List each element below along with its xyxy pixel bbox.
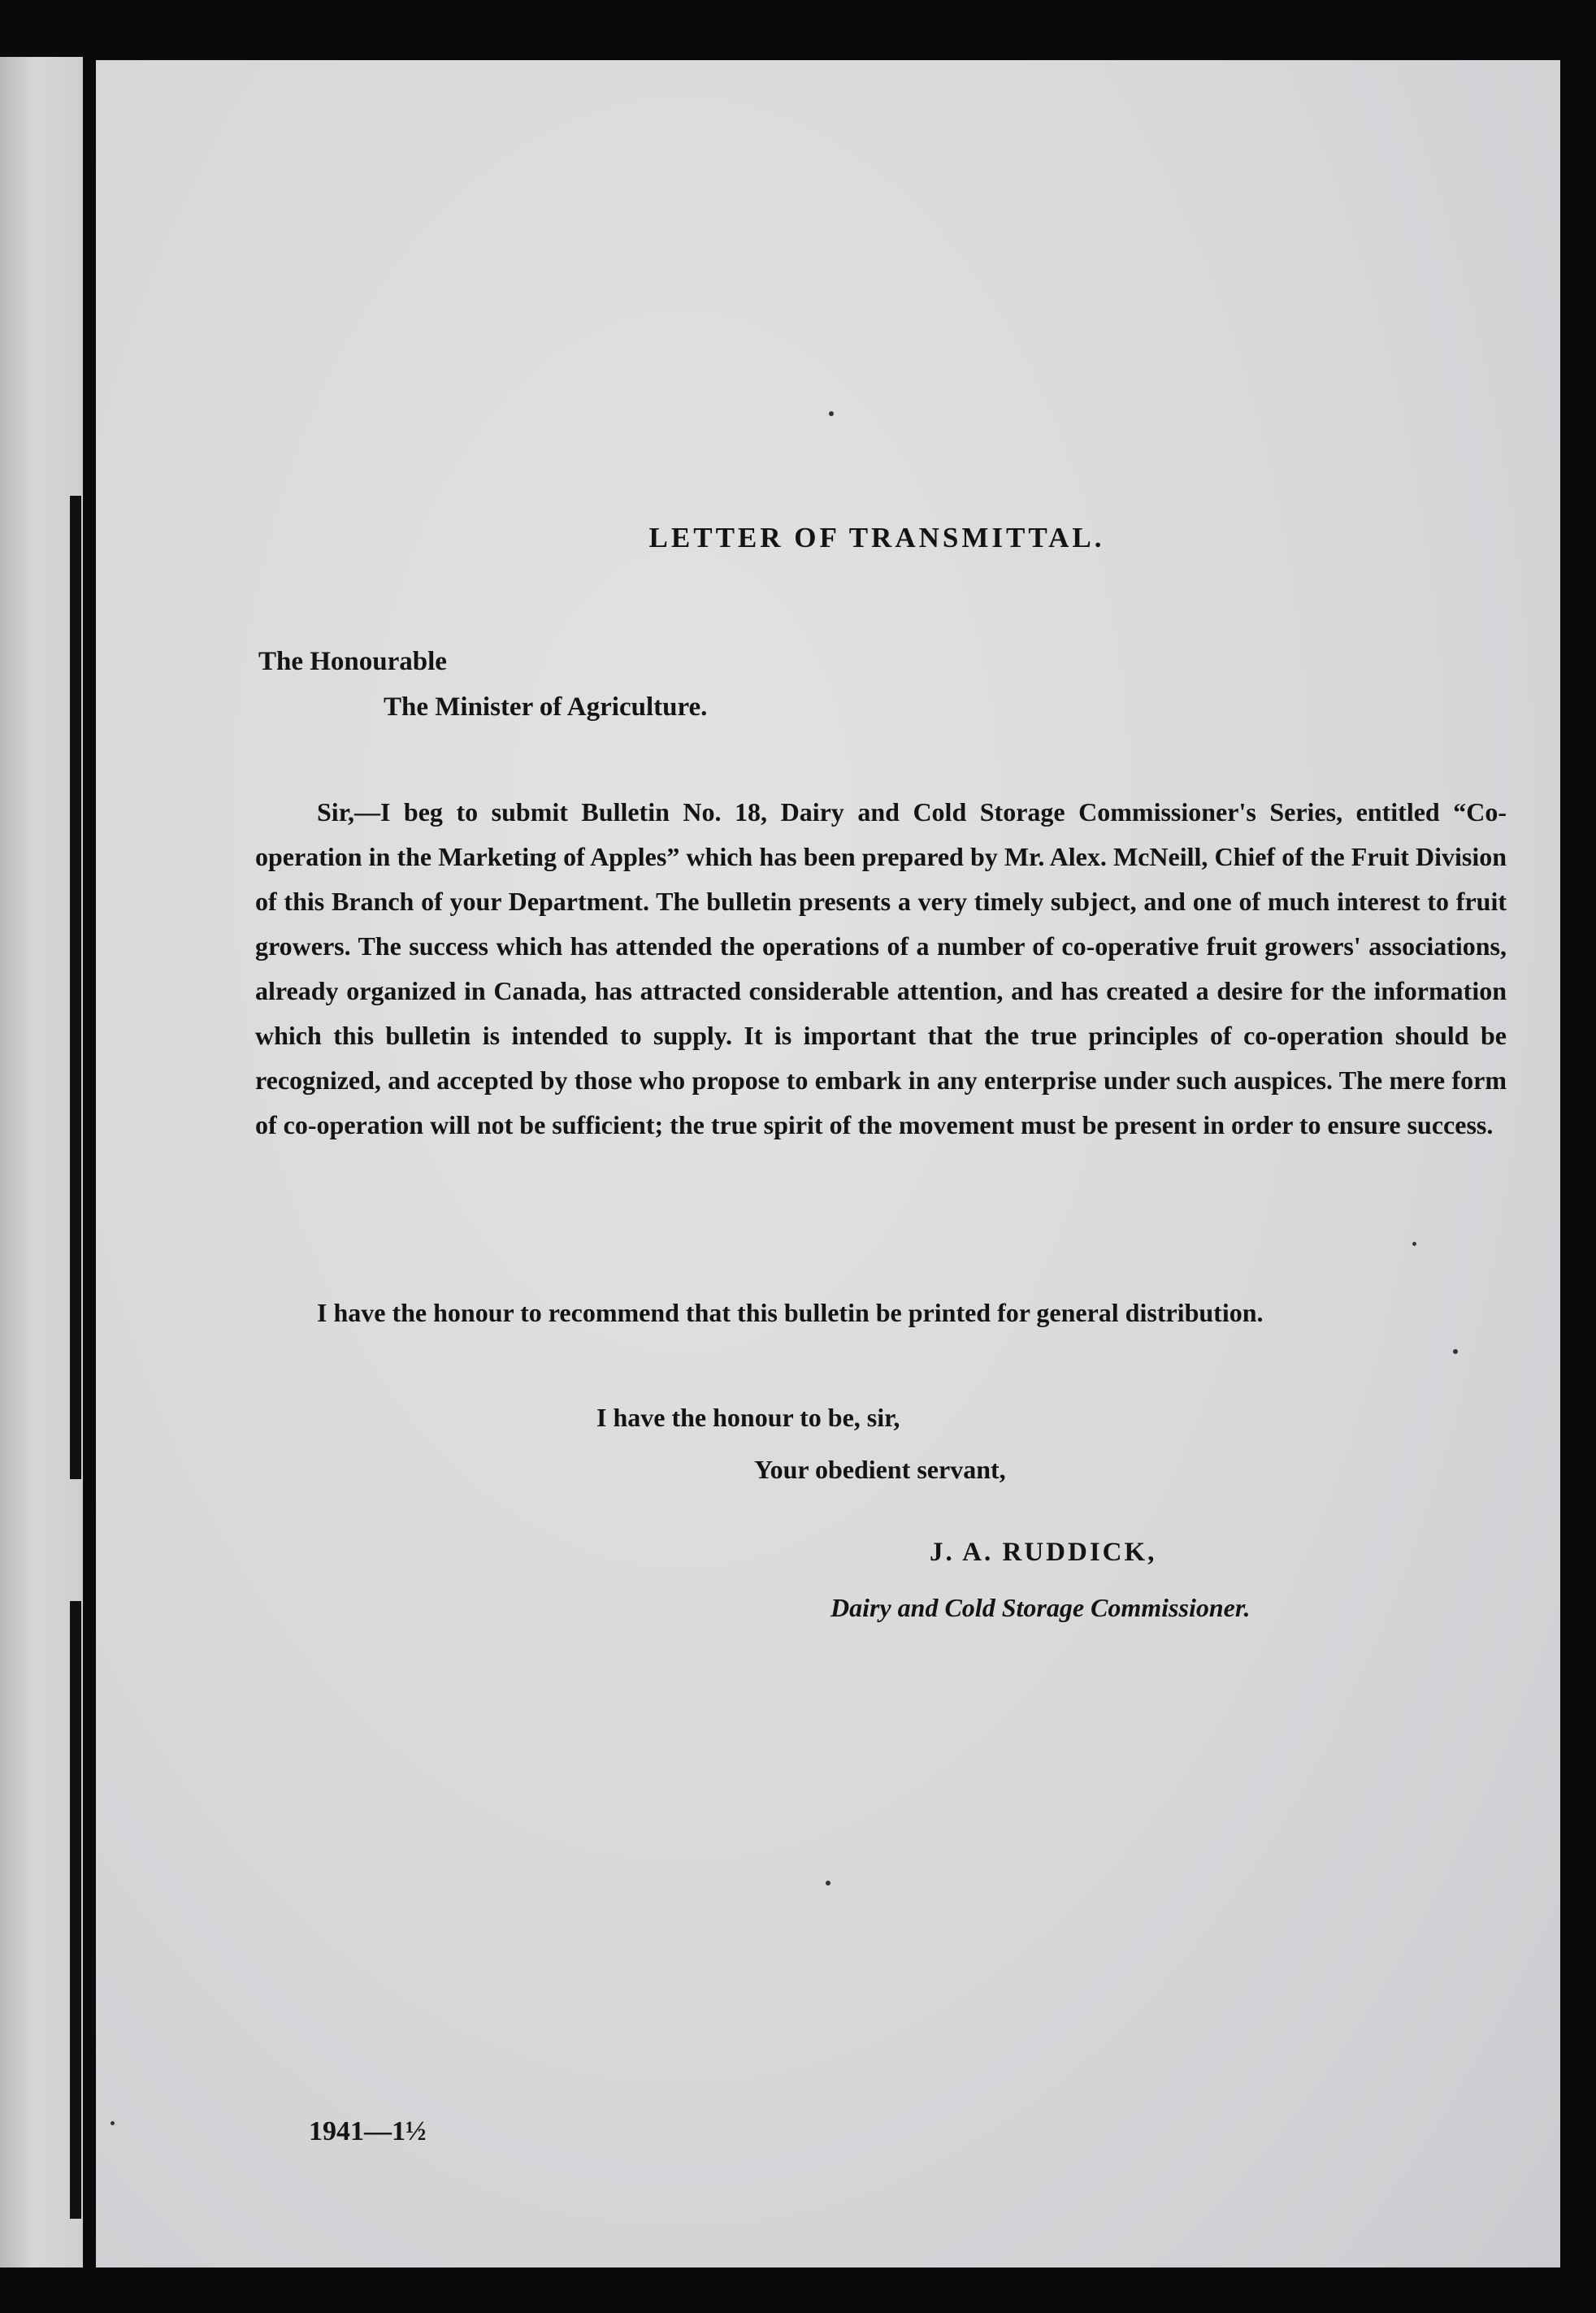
body-paragraph-1: Sir,—I beg to submit Bulletin No. 18, Dairy and Cold Storage Commissioner's Series, entitled “Co-operation in the Marketing of Apples” which has been prepared by Mr. Alex. McNeill, Chief of the Fruit Division of this Branch of your Department. The bulletin presents a very timely subject, and one of much interest to fruit growers. The success which has attended the operations of a number of co-operative fruit growers' associations, already organized in Canada, has attracted considerable attention, and has created a desire for the information which this bulletin is intended to supply. It is important that the true principles of co-operation should be recognized, and accepted by those who propose to embark in any enterprise under such auspices. The mere form of co-operation will not be sufficient; the true spirit of the movement must be present in order to ensure success. <box>255 797 1507 1139</box>
letter-page <box>96 60 1560 2267</box>
salutation-line-2: The Minister of Agriculture. <box>384 692 708 722</box>
print-speck <box>826 1881 831 1886</box>
signature-mark-footer: 1941—1½ <box>309 2116 427 2146</box>
adjacent-page-edge <box>0 57 83 2267</box>
binding-rule-upper <box>70 496 81 1479</box>
signature-title: Dairy and Cold Storage Commissioner. <box>831 1593 1251 1622</box>
letter-title: LETTER OF TRANSMITTAL. <box>648 522 1105 553</box>
salutation-line-1: The Honourable <box>258 647 447 676</box>
print-speck <box>1412 1242 1416 1246</box>
closing-line-2: Your obedient servant, <box>754 1455 1006 1484</box>
print-speck <box>829 411 834 416</box>
body-paragraph-2: I have the honour to recommend that this bulletin be printed for general distribution. <box>317 1298 1264 1327</box>
print-speck <box>111 2121 115 2125</box>
binding-rule-lower <box>70 1601 81 2219</box>
signature-name: J. A. RUDDICK, <box>930 1538 1157 1567</box>
print-speck <box>1453 1349 1458 1354</box>
closing-line-1: I have the honour to be, sir, <box>596 1403 900 1432</box>
